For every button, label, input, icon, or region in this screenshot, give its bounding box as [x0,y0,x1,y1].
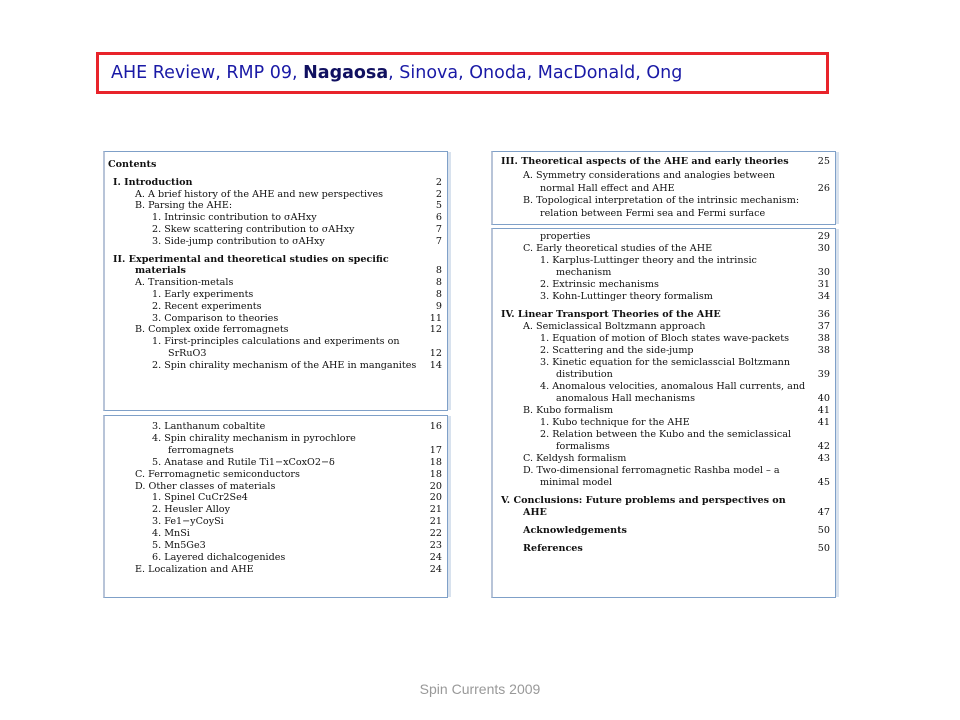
toc-entry: 2. Relation between the Kubo and the semiclassical [540,429,792,440]
toc-entry: 4. Anomalous velocities, anomalous Hall currents, and [540,381,806,392]
toc-entry: 2. Skew scattering contribution to σAHxy [152,224,355,235]
toc-page-number: 42 [817,441,830,452]
toc-page-number: 50 [817,543,830,554]
toc-entry: 3. Lanthanum cobaltite [152,421,266,432]
toc-entry: 4. MnSi [152,528,190,540]
toc-page-number: 25 [817,156,830,167]
toc-page-number: 21 [429,504,442,516]
toc-page-number: 40 [817,393,830,404]
toc-entry: B. Kubo formalism [523,405,614,416]
toc-entry: References [523,543,583,554]
toc-entry: 1. First-principles calculations and experiments on [152,336,400,348]
toc-entry: C. Keldysh formalism [523,453,627,464]
toc-page-number: 12 [429,348,442,359]
toc-page-number: 23 [429,540,442,551]
toc-entry: normal Hall effect and AHE [540,182,675,194]
toc-entry: B. Parsing the AHE: [135,200,233,212]
toc-entry: 3. Side-jump contribution to σAHxy [152,235,325,247]
toc-entry: 4. Spin chirality mechanism in pyrochlore [152,432,356,444]
toc-entry: Acknowledgements [523,525,627,536]
toc-entry: formalisms [556,441,610,452]
toc-entry: 1. Karplus-Luttinger theory and the intrinsic [540,255,757,266]
toc-page-number: 29 [817,231,830,242]
toc-entry: II. Experimental and theoretical studies on specific [113,253,389,265]
toc-page-number: 30 [817,267,830,278]
toc-page-number: 24 [429,551,442,563]
toc-page-number: 43 [817,453,830,464]
toc-page-number: 20 [429,480,442,492]
toc-page-number: 8 [435,277,442,289]
toc-page-number: 26 [817,182,830,194]
toc-entry: 6. Layered dichalcogenides [152,551,286,563]
toc-page-number: 8 [435,265,442,277]
toc-entry: distribution [556,369,613,380]
toc-entry: E. Localization and AHE [135,563,254,575]
toc-entry: B. Complex oxide ferromagnets [135,324,289,336]
toc-entry: 1. Early experiments [152,289,254,300]
toc-page-number: 38 [817,345,830,356]
toc-page-number: 41 [817,405,830,416]
toc-page-number: 14 [429,359,442,371]
toc-entry: 3. Kinetic equation for the semiclasscial Boltzmann [540,357,791,368]
toc-page-number: 5 [435,200,442,212]
toc-entry: Contents [108,159,157,170]
toc-page-number: 8 [435,289,442,300]
toc-entry: 2. Heusler Alloy [152,504,230,516]
toc-entry: 1. Intrinsic contribution to σAHxy [152,212,317,224]
toc-entry: D. Other classes of materials [135,480,276,492]
toc-entry: 1. Spinel CuCr2Se4 [152,492,248,504]
toc-page-number: 34 [817,291,830,302]
toc-page-number: 36 [817,309,830,320]
toc-entry: C. Ferromagnetic semiconductors [135,468,300,480]
toc-panel-right-top [491,151,836,225]
toc-entry: 5. Anatase and Rutile Ti1−xCoxO2−δ [152,456,335,468]
toc-entry: mechanism [556,267,612,278]
toc-entry: SrRuO3 [168,348,207,359]
toc-page-number: 31 [817,279,830,290]
toc-page-number: 2 [435,176,442,188]
toc-page-number: 2 [435,188,442,200]
toc-entry: D. Two-dimensional ferromagnetic Rashba model – a [523,465,780,476]
toc-entry: A. Transition-metals [135,277,234,289]
toc-entry: C. Early theoretical studies of the AHE [523,243,713,254]
toc-panel-left-top [103,151,448,411]
toc-entry: 5. Mn5Ge3 [152,540,206,551]
footer-caption: Spin Currents 2009 [419,681,541,697]
toc-page-number: 12 [429,324,442,336]
toc-page-number: 7 [435,224,442,235]
toc-page-number: 9 [435,300,442,312]
toc-entry: AHE [523,507,547,518]
title-banner [96,52,829,94]
toc-page-number: 47 [817,507,830,518]
toc-entry: III. Theoretical aspects of the AHE and early theories [501,156,789,167]
toc-entry: A. A brief history of the AHE and new perspectives [135,188,384,200]
toc-page-number: 6 [435,212,442,224]
toc-page-number: 30 [817,243,830,254]
toc-panel-left-bottom [103,415,448,598]
toc-page-number: 17 [429,444,442,456]
toc-entry: properties [540,231,591,242]
title-suffix: , Sinova, Onoda, MacDonald, Ong [388,63,683,83]
toc-page-number: 45 [817,477,830,488]
toc-entry: I. Introduction [113,176,193,188]
toc-entry: A. Semiclassical Boltzmann approach [523,321,706,332]
toc-entry: 2. Extrinsic mechanisms [540,279,659,290]
toc-entry: B. Topological interpretation of the intrinsic mechanism: [523,195,800,207]
toc-page-number: 39 [817,369,830,380]
toc-page-number: 24 [429,563,442,575]
toc-entry: 1. Equation of motion of Bloch states wave-packets [540,333,790,344]
toc-page-number: 18 [429,456,442,468]
toc-entry: 3. Comparison to theories [152,312,279,324]
title-highlight-author: Nagaosa [303,63,389,83]
toc-page-number: 38 [817,333,830,344]
toc-page-number: 11 [429,312,442,324]
toc-page-number: 18 [429,468,442,480]
toc-page-number: 22 [429,528,442,540]
toc-entry: materials [135,265,186,277]
toc-page-number: 41 [817,417,830,428]
toc-entry: relation between Fermi sea and Fermi surface [540,207,766,219]
toc-entry: 3. Fe1−yCoySi [152,516,224,528]
toc-entry: 2. Spin chirality mechanism of the AHE in manganites [152,359,417,371]
toc-entry: anomalous Hall mechanisms [556,393,695,404]
toc-page-number: 37 [817,321,830,332]
title-prefix: AHE Review, RMP 09, [111,63,298,83]
toc-panel-right-bottom [491,228,836,598]
toc-entry: minimal model [540,477,613,488]
toc-page-number: 7 [435,235,442,247]
toc-page-number: 16 [429,421,442,432]
toc-page-number: 21 [429,516,442,528]
toc-entry: IV. Linear Transport Theories of the AHE [501,309,721,320]
toc-entry: ferromagnets [168,444,234,456]
toc-entry: 3. Kohn-Luttinger theory formalism [540,291,713,302]
toc-entry: A. Symmetry considerations and analogies between [523,170,775,182]
toc-entry: 1. Kubo technique for the AHE [540,417,690,428]
toc-page-number: 50 [817,525,830,536]
toc-page-number: 20 [429,492,442,504]
toc-entry: V. Conclusions: Future problems and perspectives on [501,495,786,506]
toc-entry: 2. Scattering and the side-jump [540,345,694,356]
toc-entry: 2. Recent experiments [152,300,262,312]
